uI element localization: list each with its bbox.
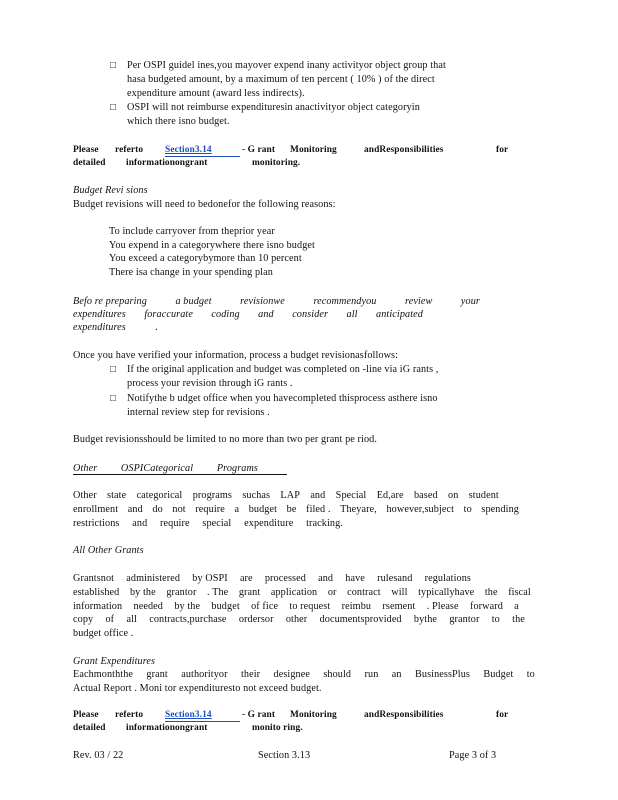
refer-mon: monitoring.: [252, 158, 301, 168]
budget-revisions-heading: Budget Revi sions: [73, 185, 148, 196]
word: grant: [146, 669, 168, 680]
word: by the: [129, 587, 156, 598]
word: student: [468, 490, 499, 501]
word: a budget: [175, 296, 212, 307]
reason-item: There isa change in your spending plan: [109, 267, 273, 278]
word: Special: [335, 490, 367, 501]
word: or: [327, 587, 337, 598]
word: contract: [347, 587, 381, 598]
word: information: [73, 601, 123, 612]
word: reimbu: [341, 601, 372, 612]
bullet-line: OSPI will not reimburse expendituresin anactivityor object categoryin: [127, 102, 420, 113]
word: forward: [469, 601, 503, 612]
limit-text: Budget revisionsshould be limited to no more than two per grant pe riod.: [73, 434, 377, 445]
word: BusinessPlus: [414, 669, 470, 680]
body-line: Actual Report . Moni tor expendituresto not exceed budget.: [73, 683, 322, 694]
refer-detailed: detailed: [73, 723, 106, 733]
word: designee: [273, 669, 310, 680]
word: coding: [211, 309, 240, 320]
word: state: [107, 490, 127, 501]
word: and: [318, 573, 334, 584]
budget-revisions-intro: Budget revisions will need to bedonefor the following reasons:: [73, 199, 336, 210]
word: Befo re preparing: [73, 296, 147, 307]
word: Programs: [216, 463, 258, 474]
word: expenditures: [73, 309, 126, 320]
heading-underline: [73, 474, 287, 475]
refer-monitoring: Monitoring: [290, 145, 337, 155]
word: filed .: [306, 504, 331, 515]
word: contracts,purchase: [149, 614, 227, 625]
word: established: [73, 587, 120, 598]
word: recommendyou: [313, 296, 377, 307]
bullet-line: If the original application and budget was completed on -line via iG rants ,: [127, 364, 439, 375]
reason-item: You exceed a categorybymore than 10 percent: [109, 253, 302, 264]
word: all: [346, 309, 358, 320]
word: the: [484, 587, 498, 598]
word: suchas: [242, 490, 271, 501]
word: based: [413, 490, 438, 501]
all-other-heading: All Other Grants: [73, 545, 144, 556]
bullet-line: which there isno budget.: [127, 116, 230, 127]
word: by the: [174, 601, 201, 612]
refer-monitoring: Monitoring: [290, 710, 337, 720]
word: will: [391, 587, 408, 598]
before-note-line: [73, 308, 423, 322]
word: Other: [73, 490, 97, 501]
word: . Please: [426, 601, 459, 612]
bullet-line: process your revision through iG rants .: [127, 378, 293, 389]
reason-item: You expend in a categorywhere there isno budget: [109, 240, 315, 251]
word: have: [345, 573, 365, 584]
word: documentsprovided: [319, 614, 402, 625]
body-line: [73, 489, 499, 503]
word: programs: [192, 490, 232, 501]
word: rsement: [382, 601, 416, 612]
word: Grantsnot: [73, 573, 115, 584]
word: your: [460, 296, 480, 307]
word: an: [391, 669, 402, 680]
word: needed: [133, 601, 163, 612]
word: bythe: [413, 614, 438, 625]
word: authorityor: [181, 669, 228, 680]
word: regulations: [424, 573, 471, 584]
bullet-line: internal review step for revisions .: [127, 407, 270, 418]
bullet-box-icon: □: [110, 60, 117, 71]
word: to: [463, 504, 472, 515]
word: and: [258, 309, 274, 320]
word: not: [172, 504, 186, 515]
word: budget: [248, 504, 278, 515]
word: to: [526, 669, 535, 680]
word: processed: [264, 573, 306, 584]
word: consider: [292, 309, 329, 320]
bullet-box-icon: □: [110, 102, 117, 113]
word: administered: [126, 573, 181, 584]
word: application: [270, 587, 318, 598]
bullet-line: expenditure amount (award less indirects).: [127, 88, 305, 99]
word: require: [195, 504, 225, 515]
refer-info: informationongrant: [126, 158, 208, 168]
grant-exp-heading: Grant Expenditures: [73, 656, 156, 667]
refer-mon: monito ring.: [252, 723, 303, 733]
refer-detailed: detailed: [73, 158, 106, 168]
refer-dash: - G rant: [242, 710, 276, 720]
once-intro: Once you have verified your information, process a budget revisionasfollows:: [73, 350, 399, 361]
section-link[interactable]: Section3.14: [165, 710, 212, 720]
word: revisionwe: [240, 296, 285, 307]
bullet-box-icon: □: [110, 364, 117, 375]
word: to: [491, 614, 500, 625]
word: Budget: [483, 669, 514, 680]
word: a: [234, 504, 240, 515]
word: Eachmonththe: [73, 669, 134, 680]
bullet-box-icon: □: [110, 393, 117, 404]
word: expenditures: [73, 322, 126, 333]
refer-andresp: andResponsibilities: [364, 710, 444, 720]
word: grant: [238, 587, 261, 598]
word: Other: [73, 463, 98, 474]
body-line: [73, 572, 471, 586]
word: .: [155, 322, 158, 333]
refer-for: for: [496, 145, 509, 155]
word: on: [448, 490, 459, 501]
word: grantor: [449, 614, 480, 625]
refer-info: informationongrant: [126, 723, 208, 733]
word: of: [105, 614, 115, 625]
bullet-line: Per OSPI guidel ines,you mayover expend inany activityor object group that: [127, 60, 446, 71]
word: copy: [73, 614, 94, 625]
word: anticipated: [376, 309, 423, 320]
refer-for: for: [496, 710, 509, 720]
word: their: [240, 669, 261, 680]
refer-dash: - G rant: [242, 145, 276, 155]
word: grantor: [166, 587, 197, 598]
body-line: budget office .: [73, 628, 134, 639]
word: require: [160, 518, 190, 529]
word: ordersor: [238, 614, 274, 625]
footer-rev: Rev. 03 / 22: [73, 750, 124, 761]
word: however,subject: [386, 504, 455, 515]
word: Ed,are: [376, 490, 404, 501]
footer-page: Page 3 of 3: [449, 750, 497, 761]
word: budget: [211, 601, 240, 612]
body-line: [73, 600, 519, 614]
refer-andresp: andResponsibilities: [364, 145, 444, 155]
body-line: [73, 668, 535, 682]
word: by OSPI: [192, 573, 228, 584]
word: review: [405, 296, 433, 307]
word: spending: [481, 504, 519, 515]
word: special: [202, 518, 232, 529]
word: a: [514, 601, 519, 612]
word: do: [152, 504, 163, 515]
word: . The: [207, 587, 229, 598]
word: expenditure: [244, 518, 294, 529]
word: are: [239, 573, 253, 584]
word: categorical: [136, 490, 183, 501]
word: and: [127, 504, 143, 515]
word: run: [364, 669, 379, 680]
word: foraccurate: [144, 309, 193, 320]
word: restrictions: [73, 518, 120, 529]
word: enrollment: [73, 504, 119, 515]
refer-please: Please: [73, 145, 99, 155]
word: should: [323, 669, 352, 680]
body-line: [73, 613, 525, 627]
word: rulesand: [377, 573, 413, 584]
refer-referto: referto: [115, 710, 144, 720]
word: of fice: [251, 601, 279, 612]
word: tracking.: [306, 518, 343, 529]
word: and: [132, 518, 148, 529]
word: fiscal: [508, 587, 531, 598]
body-line: [73, 586, 531, 600]
refer-referto: referto: [115, 145, 144, 155]
bullet-line: hasa budgeted amount, by a maximum of ten percent ( 10% ) of the direct: [127, 74, 435, 85]
before-note-line: [73, 295, 480, 309]
word: be: [286, 504, 297, 515]
word: to request: [289, 601, 331, 612]
word: LAP: [280, 490, 300, 501]
body-line: [73, 517, 343, 531]
word: Theyare,: [340, 504, 377, 515]
section-link[interactable]: Section3.14: [165, 145, 212, 155]
footer-section: Section 3.13: [258, 750, 311, 761]
word: typicallyhave: [418, 587, 475, 598]
bullet-line: Notifythe b udget office when you havecompleted thisprocess asthere isno: [127, 393, 438, 404]
word: other: [285, 614, 308, 625]
word: all: [126, 614, 137, 625]
word: the: [512, 614, 525, 625]
word: OSPICategorical: [120, 463, 194, 474]
refer-please: Please: [73, 710, 99, 720]
word: and: [310, 490, 326, 501]
before-note-line: [73, 321, 158, 335]
body-line: [73, 503, 519, 517]
reason-item: To include carryover from theprior year: [109, 226, 275, 237]
